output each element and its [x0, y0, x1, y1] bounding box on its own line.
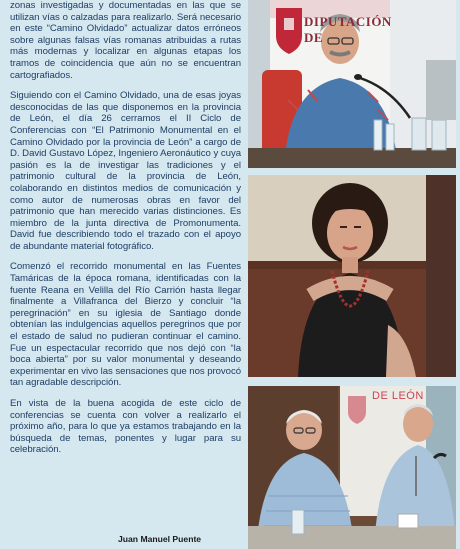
article-paragraph: Siguiendo con el Camino Olvidado, una de esas joyas desconocidas de las que disponemos en la provincia de León, el día 26 cerramos el II Ciclo de Conferencias con “El Patrimonio Monumental en el Camino Olvidado por la provincia de León” a cargo de D. David Gustavo López, Ingeniero Aeronáutico y cuya pasión es la de investigar las tradiciones y el patrimonio cultural de la provincia de León, colaborando en distintos medios de comunicación y como autor de numerosas obras en favor del patrimonio que han merecido varias distinciones. Es miembro de la junta directiva de Promonumenta. David fue describiendo todo el trazado con el apoyo de abundante material fotográfico. [10, 90, 241, 252]
speaker-photo [248, 0, 456, 168]
banner-text: DE LEÓN [372, 390, 424, 402]
article-paragraph: Comenzó el recorrido monumental en las Fuentes Tamáricas de la época romana, identificadas con la fuente Reana en Velilla del Río Carrión hasta llegar finalmente a Villafranca del Bierzo y concluir “la peregrinación” en su iglesia de Santiago donde obtenían las indulgencias aquellos peregrinos que por el estado de salud no pudieran continuar el camino. Fue un espectacular recorrido que nos dejó con “la boca abierta” por su valor monumental y deseando experimentar en vivo las sensaciones que nos provocó tan agradable descripción. [10, 261, 241, 389]
article-paragraph: zonas investigadas y documentadas en las que se utilizan vías o calzadas para realizarlo. Será necesario en este “Camino Olvidado” actualizar datos erróneos sobre algunas falsas vías romanas atribuidas a rutas más modernas y localizar en algunas etapas los tramos de coincidencia que aún no se encuentran cartografiados. [10, 0, 241, 81]
article-text-column [10, 0, 241, 465]
woman-portrait-photo [248, 175, 456, 377]
two-men-photo [248, 386, 456, 549]
banner-text: DIPUTACIÓN [304, 14, 392, 29]
author-signature: Juan Manuel Puente [118, 534, 202, 544]
banner-text: DE [304, 30, 324, 45]
article-paragraph: En vista de la buena acogida de este ciclo de conferencias se cuenta con volver a realizarlo el próximo año, para lo que ya estamos trabajando en la búsqueda de temas, ponentes y lugar para su celebración. [10, 398, 241, 456]
